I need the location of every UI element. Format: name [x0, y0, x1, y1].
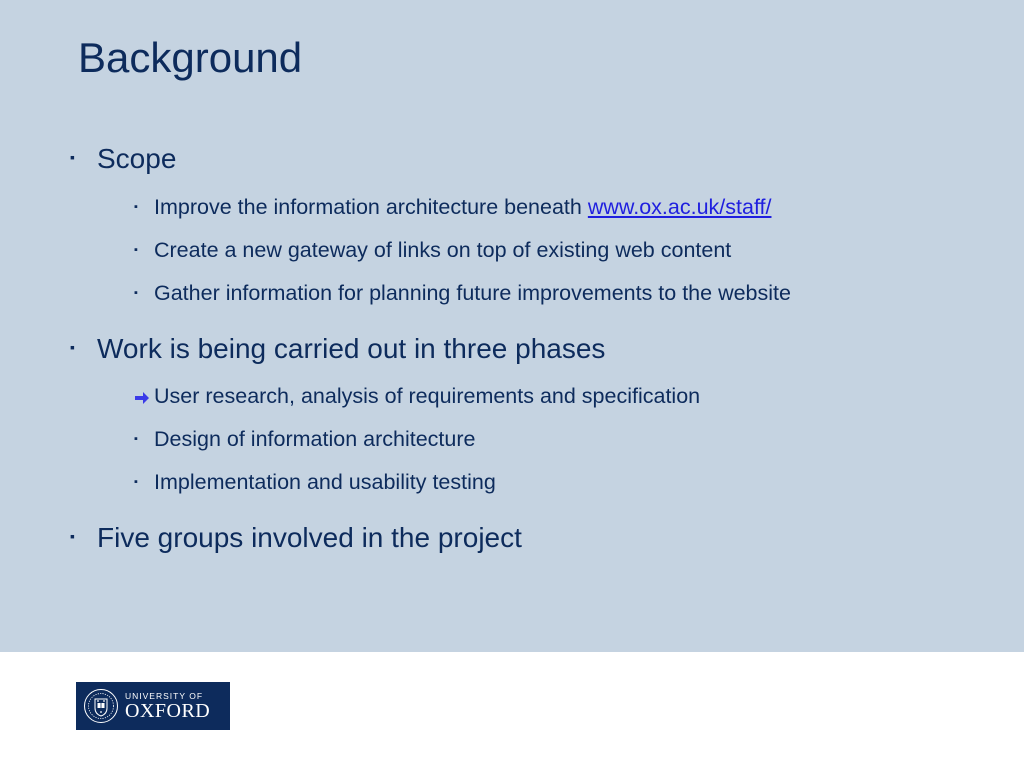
arrow-right-icon	[134, 386, 154, 411]
staff-site-link[interactable]: www.ox.ac.uk/staff/	[587, 195, 772, 219]
bullet-scope-label: Scope	[97, 143, 177, 174]
square-bullet-icon: ▪	[134, 476, 138, 488]
sub-bullet-gather	[134, 281, 791, 306]
bullet-groups	[70, 522, 522, 554]
square-bullet-icon: ▪	[134, 287, 138, 299]
square-bullet-icon: ▪	[134, 433, 138, 445]
logo-line-university-of: UNIVERSITY OF	[125, 690, 204, 701]
sub-bullet-design	[134, 427, 475, 452]
sub-bullet-implementation	[134, 470, 496, 495]
sub-bullet-gateway	[134, 238, 731, 263]
square-bullet-icon: ▪	[70, 149, 75, 165]
sub-bullet-design-text: Design of information architecture	[154, 427, 476, 451]
bullet-phases-label: Work is being carried out in three phases	[97, 333, 606, 364]
square-bullet-icon: ▪	[70, 339, 75, 355]
slide-title: Background	[78, 34, 303, 81]
logo-wordmark	[125, 691, 210, 722]
oxford-logo	[76, 682, 230, 730]
sub-bullet-gateway-text: Create a new gateway of links on top of existing web content	[154, 238, 732, 262]
logo-line-oxford: OXFORD	[125, 699, 211, 722]
sub-bullet-gather-text: Gather information for planning future improvements to the website	[154, 281, 791, 305]
bullet-scope	[70, 143, 176, 175]
square-bullet-icon: ▪	[70, 528, 75, 544]
sub-bullet-improve	[134, 195, 771, 220]
university-crest-icon	[83, 688, 119, 724]
sub-bullet-implementation-text: Implementation and usability testing	[154, 470, 496, 494]
bullet-groups-label: Five groups involved in the project	[97, 522, 522, 553]
bullet-phases	[70, 333, 605, 365]
square-bullet-icon: ▪	[134, 244, 138, 256]
square-bullet-icon: ▪	[134, 201, 138, 213]
sub-bullet-improve-text: Improve the information architecture beneath	[154, 195, 582, 219]
sub-bullet-research-text: User research, analysis of requirements and specification	[154, 384, 701, 408]
sub-bullet-research	[134, 384, 700, 409]
